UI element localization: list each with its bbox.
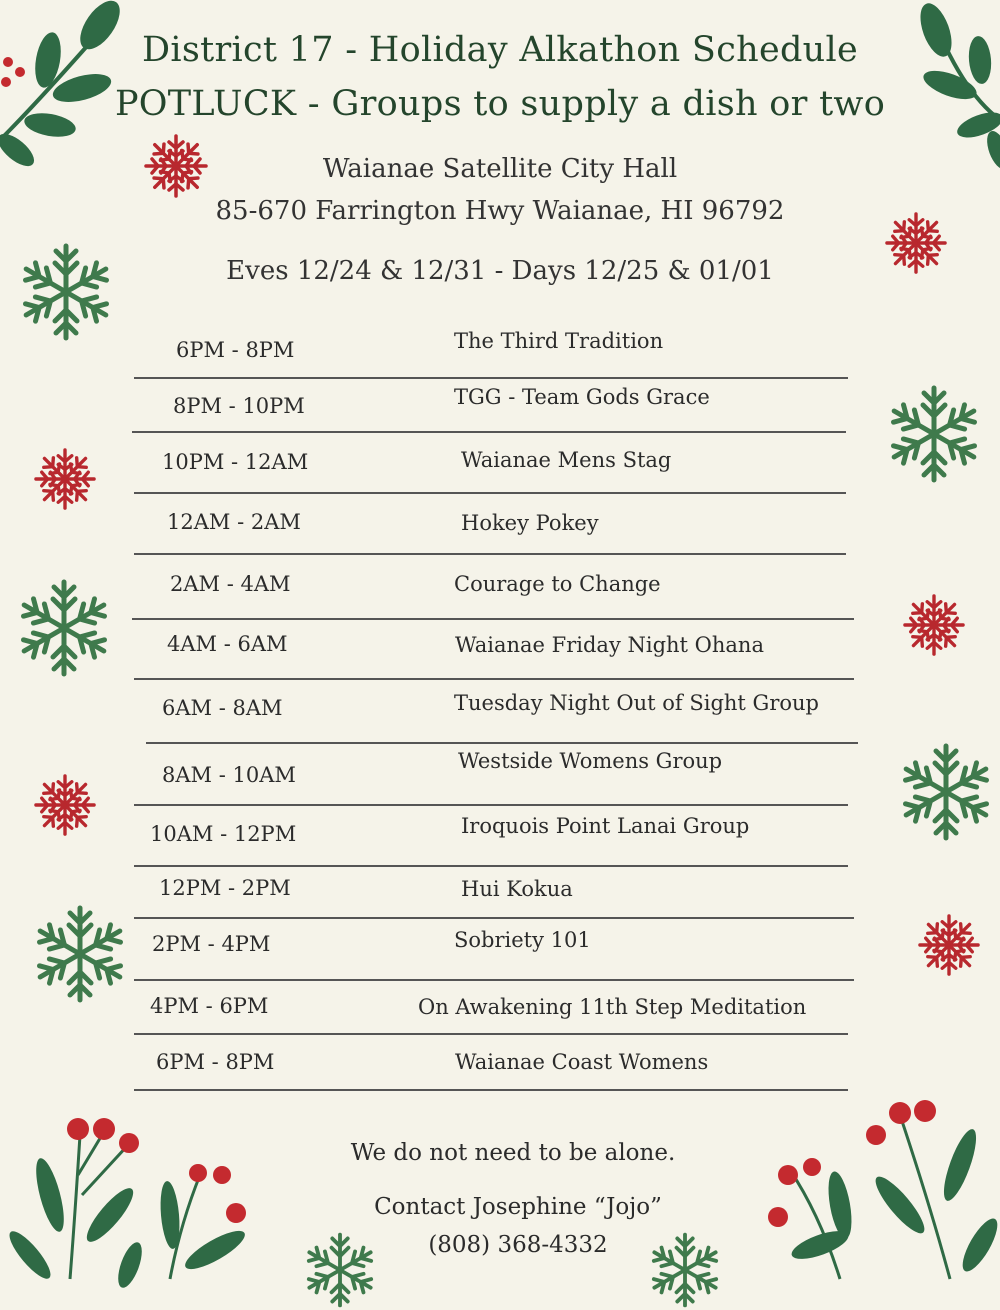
row-time: 8PM - 10PM	[173, 394, 305, 418]
snowflake-red-icon	[918, 914, 980, 976]
snowflake-red-icon	[34, 448, 96, 510]
row-group: Hui Kokua	[461, 877, 573, 901]
tagline: We do not need to be alone.	[350, 1140, 676, 1166]
snowflake-green-icon	[28, 902, 132, 1006]
row-divider	[132, 618, 854, 620]
row-divider	[134, 865, 848, 867]
row-divider	[134, 678, 854, 680]
row-time: 12PM - 2PM	[159, 876, 291, 900]
row-time: 4AM - 6AM	[167, 632, 288, 656]
row-divider	[146, 742, 858, 744]
row-time: 6AM - 8AM	[162, 696, 283, 720]
row-group: The Third Tradition	[454, 329, 664, 353]
row-group: Hokey Pokey	[461, 511, 599, 535]
row-group: Sobriety 101	[454, 928, 591, 952]
row-time: 8AM - 10AM	[162, 763, 296, 787]
page-title: District 17 - Holiday Alkathon Schedule	[141, 30, 859, 70]
snowflake-green-icon	[12, 576, 116, 680]
row-divider	[134, 553, 846, 555]
row-group: Waianae Mens Stag	[461, 448, 672, 472]
snowflake-red-icon	[903, 594, 965, 656]
row-time: 10PM - 12AM	[162, 450, 309, 474]
row-group: Tuesday Night Out of Sight Group	[454, 691, 819, 715]
row-time: 12AM - 2AM	[167, 510, 301, 534]
row-time: 6PM - 8PM	[156, 1050, 275, 1074]
row-divider	[134, 804, 848, 806]
row-group: Westside Womens Group	[458, 749, 723, 773]
row-time: 6PM - 8PM	[176, 338, 295, 362]
row-divider	[134, 917, 854, 919]
row-group: TGG - Team Gods Grace	[454, 385, 710, 409]
row-time: 4PM - 6PM	[150, 994, 269, 1018]
row-divider	[134, 1089, 848, 1091]
venue-address: 85-670 Farrington Hwy Waianae, HI 96792	[215, 196, 785, 226]
row-group: Iroquois Point Lanai Group	[461, 814, 750, 838]
row-group: Waianae Friday Night Ohana	[455, 633, 764, 657]
venue-name: Waianae Satellite City Hall	[322, 154, 678, 184]
page-subtitle: POTLUCK - Groups to supply a dish or two	[114, 84, 886, 124]
row-group: On Awakening 11th Step Meditation	[418, 995, 807, 1019]
event-dates: Eves 12/24 & 12/31 - Days 12/25 & 01/01	[226, 256, 774, 286]
row-divider	[134, 1033, 848, 1035]
snowflake-green-icon	[894, 740, 998, 844]
row-time: 10AM - 12PM	[150, 822, 297, 846]
row-group: Waianae Coast Womens	[455, 1050, 709, 1074]
row-divider	[134, 979, 854, 981]
row-divider	[134, 377, 848, 379]
row-divider	[134, 492, 846, 494]
contact-phone: (808) 368-4332	[428, 1232, 608, 1258]
contact-name: Contact Josephine “Jojo”	[374, 1194, 662, 1220]
row-group: Courage to Change	[454, 572, 661, 596]
row-time: 2PM - 4PM	[152, 932, 271, 956]
row-divider	[132, 431, 846, 433]
row-time: 2AM - 4AM	[170, 572, 291, 596]
snowflake-red-icon	[34, 774, 96, 836]
snowflake-green-icon	[882, 382, 986, 486]
